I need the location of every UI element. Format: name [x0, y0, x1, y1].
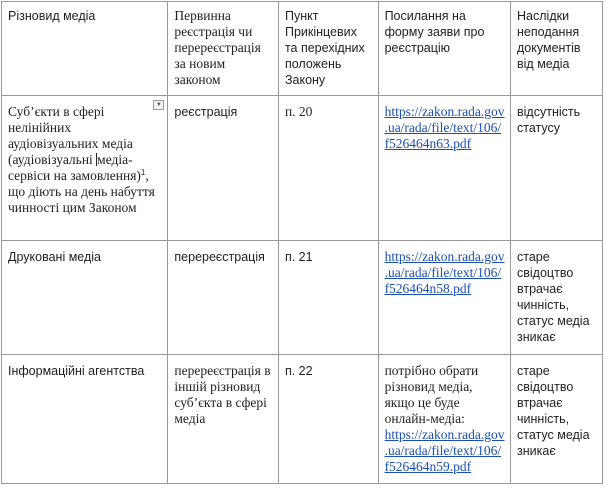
chevron-down-icon[interactable]: ▼	[153, 100, 164, 110]
cell-clause: п. 22	[278, 355, 378, 484]
header-media-type: Різновид медіа	[2, 2, 168, 96]
media-type-text-end: , що діють на день набуття чинності цим Законом	[8, 168, 155, 215]
cell-consequence: старе свідоцтво втрачає чинність, статус медіа зникає	[511, 241, 603, 355]
table-row	[2, 355, 603, 484]
cell-registration: перереєстрація в іншій різновид суб’єкта в сфері медіа	[168, 355, 279, 484]
form-link[interactable]: https://zakon.rada.gov.ua/rada/file/text/106/f526464n59.pdf	[384, 427, 505, 474]
cell-media-type: Друковані медіа	[2, 241, 168, 355]
cell-registration: реєстрація	[168, 96, 279, 241]
form-link[interactable]: https://zakon.rada.gov.ua/rada/file/text/106/f526464n58.pdf	[384, 249, 505, 296]
table-row	[2, 96, 603, 241]
header-registration: Первинна реєстрація чи перереєстрація за новим законом	[168, 2, 279, 96]
media-registration-table	[1, 1, 603, 484]
cell-media-type[interactable]	[2, 96, 168, 241]
cell-form-link	[378, 96, 510, 241]
media-type-text-start: Суб’єкти в сфері нелінійних аудіовізуальних медіа (аудіовізуальні	[8, 104, 133, 167]
form-link-note: потрібно обрати різновид медіа, якщо це буде онлайн-медіа:	[384, 363, 479, 426]
cell-form-link	[378, 241, 510, 355]
table-row	[2, 241, 603, 355]
cell-consequence: старе свідоцтво втрачає чинність, статус медіа зникає	[511, 355, 603, 484]
cell-form-link	[378, 355, 510, 484]
cell-clause: п. 21	[278, 241, 378, 355]
cell-registration: перереєстрація	[168, 241, 279, 355]
cell-clause: п. 20	[278, 96, 378, 241]
footnote-marker[interactable]: 1	[140, 167, 146, 177]
cell-consequence: відсутність статусу	[511, 96, 603, 241]
form-link[interactable]: https://zakon.rada.gov.ua/rada/file/text/106/f526464n63.pdf	[384, 104, 505, 151]
media-type-text-mid: медіа-сервіси на замовлення)	[8, 152, 141, 183]
table-header-row	[2, 2, 603, 96]
header-consequence: Наслідки неподання документів від медіа	[511, 2, 603, 96]
header-form-link: Посилання на форму заяви про реєстрацію	[378, 2, 510, 96]
header-clause: Пункт Прикінцевих та перехідних положень Закону	[278, 2, 378, 96]
cell-media-type: Інформаційні агентства	[2, 355, 168, 484]
